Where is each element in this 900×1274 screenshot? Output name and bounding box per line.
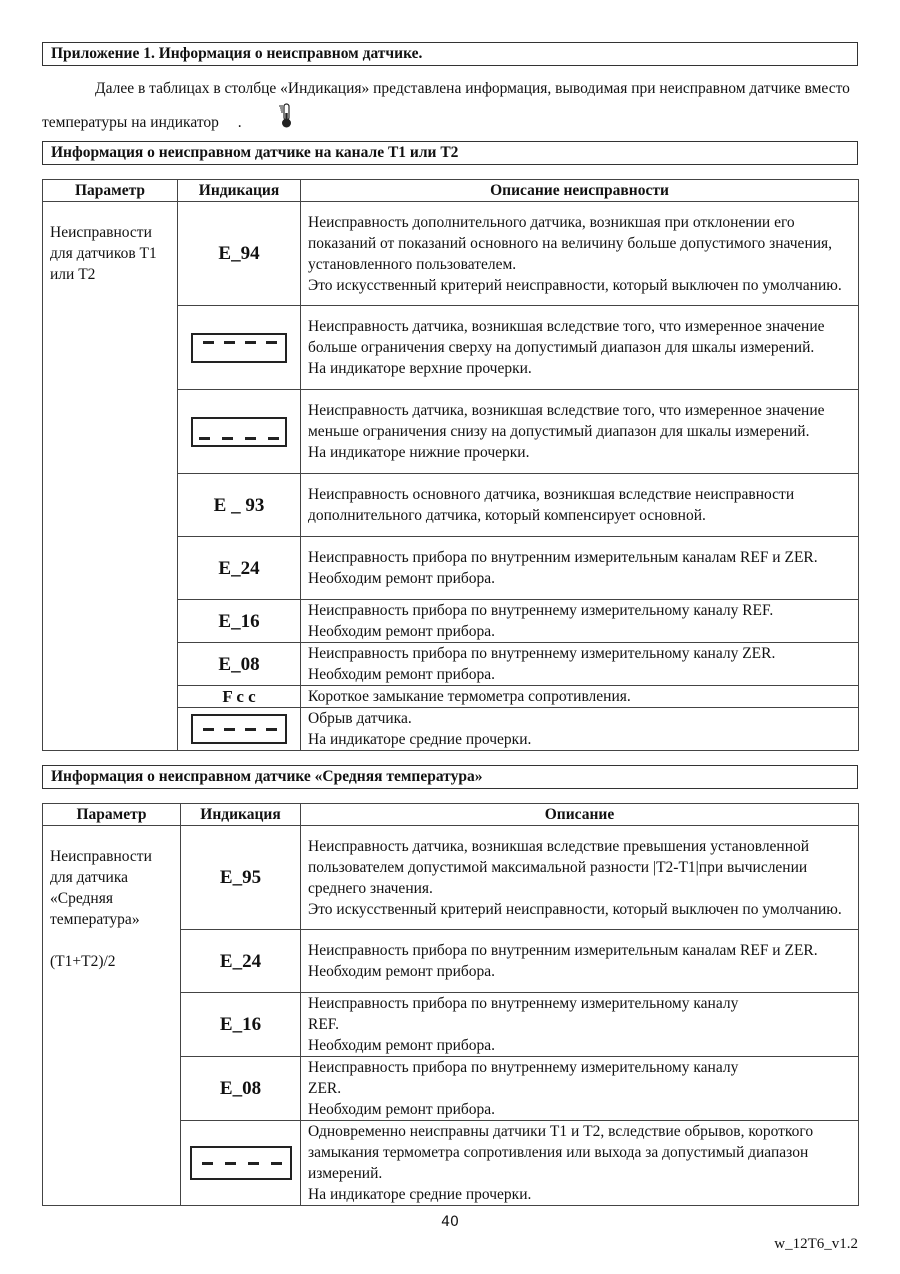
fault-description: Неисправность основного датчика, возникшая вследствие неисправности дополнительного датчика, который компенсирует основной.	[301, 474, 859, 537]
indication-lcd-mid-dashes	[178, 708, 301, 751]
intro-paragraph: Далее в таблицах в столбце «Индикация» представлена информация, выводимая при неисправном датчике вместо температуры на индикатор .	[42, 80, 850, 131]
fault-description: Одновременно неисправны датчики Т1 и Т2, вследствие обрывов, короткого замыкания термометра сопротивления или выхода за допустимый диапазон измерений. На индикаторе средние прочерки.	[301, 1121, 859, 1206]
indication-code: E_16	[178, 600, 301, 643]
table-header-row	[43, 804, 859, 826]
appendix-title: Приложение 1. Информация о неисправном датчике.	[42, 42, 858, 66]
sensor-t1-t2-fault-table	[42, 179, 859, 751]
lcd-display-icon	[191, 714, 287, 744]
fault-description: Неисправность прибора по внутреннему измерительному каналу REF. Необходим ремонт прибора.	[301, 993, 859, 1057]
column-header-parameter: Параметр	[43, 180, 178, 202]
parameter-cell: Неисправности для датчиков Т1 или Т2	[43, 202, 178, 751]
indication-lcd-top-dashes	[178, 306, 301, 390]
fault-description: Обрыв датчика. На индикаторе средние прочерки.	[301, 708, 859, 751]
column-header-description: Описание	[301, 804, 859, 826]
indication-code: E_95	[181, 826, 301, 930]
section1-title: Информация о неисправном датчике на канале Т1 или Т2	[42, 141, 858, 165]
document-page	[42, 42, 858, 1206]
fault-description: Неисправность прибора по внутреннему измерительному каналу ZER. Необходим ремонт прибора.	[301, 1057, 859, 1121]
fault-description: Неисправность дополнительного датчика, возникшая при отклонении его показаний от показаний основного на величину больше допустимого значения, установленного пользователем. Это искусственный критерий неисправности, который выключен по умолчанию.	[301, 202, 859, 306]
fault-description: Неисправность датчика, возникшая вследствие того, что измеренное значение меньше ограничения снизу на допустимый диапазон для шкалы измерений. На индикаторе нижние прочерки.	[301, 390, 859, 474]
page-number: 40	[441, 1214, 459, 1230]
document-id: w_12T6_v1.2	[774, 1236, 858, 1252]
table-header-row	[43, 180, 859, 202]
indication-code: E_24	[178, 537, 301, 600]
lcd-display-icon	[191, 417, 287, 447]
indication-lcd-mid-dashes	[181, 1121, 301, 1206]
indication-lcd-bottom-dashes	[178, 390, 301, 474]
fault-description: Неисправность датчика, возникшая вследствие того, что измеренное значение больше ограничения сверху на допустимый диапазон для шкалы измерений. На индикаторе верхние прочерки.	[301, 306, 859, 390]
table-row	[43, 826, 859, 930]
lcd-display-icon	[190, 1146, 292, 1180]
fault-description: Неисправность прибора по внутреннему измерительному каналу ZER. Необходим ремонт прибора.	[301, 643, 859, 686]
indication-code: F c c	[178, 686, 301, 708]
column-header-indication: Индикация	[178, 180, 301, 202]
intro-text: Далее в таблицах в столбце «Индикация» представлена информация, выводимая при неисправном датчике вместо температуры на индикатор	[42, 80, 850, 131]
indication-code: E _ 93	[178, 474, 301, 537]
fault-description: Неисправность прибора по внутренним измерительным каналам REF и ZER. Необходим ремонт прибора.	[301, 537, 859, 600]
thermometer-icon	[226, 103, 238, 129]
indication-code: E_08	[178, 643, 301, 686]
fault-description: Короткое замыкание термометра сопротивления.	[301, 686, 859, 708]
indication-code: E_16	[181, 993, 301, 1057]
fault-description: Неисправность датчика, возникшая вследствие превышения установленной пользователем допустимой максимальной разности |Т2-Т1|при вычислении среднего значения. Это искусственный критерий неисправности, который выключен по умолчанию.	[301, 826, 859, 930]
fault-description: Неисправность прибора по внутренним измерительным каналам REF и ZER. Необходим ремонт прибора.	[301, 930, 859, 993]
indication-code: E_94	[178, 202, 301, 306]
indication-code: E_24	[181, 930, 301, 993]
column-header-indication: Индикация	[181, 804, 301, 826]
fault-description: Неисправность прибора по внутреннему измерительному каналу REF. Необходим ремонт прибора.	[301, 600, 859, 643]
indication-code: E_08	[181, 1057, 301, 1121]
parameter-formula: (Т1+Т2)/2	[50, 953, 116, 970]
parameter-cell: Неисправности для датчика «Средняя температура» (Т1+Т2)/2	[43, 826, 181, 1206]
section2-title: Информация о неисправном датчике «Средняя температура»	[42, 765, 858, 789]
column-header-description: Описание неисправности	[301, 180, 859, 202]
table-row	[43, 202, 859, 306]
lcd-display-icon	[191, 333, 287, 363]
column-header-parameter: Параметр	[43, 804, 181, 826]
average-temperature-fault-table	[42, 803, 859, 1206]
